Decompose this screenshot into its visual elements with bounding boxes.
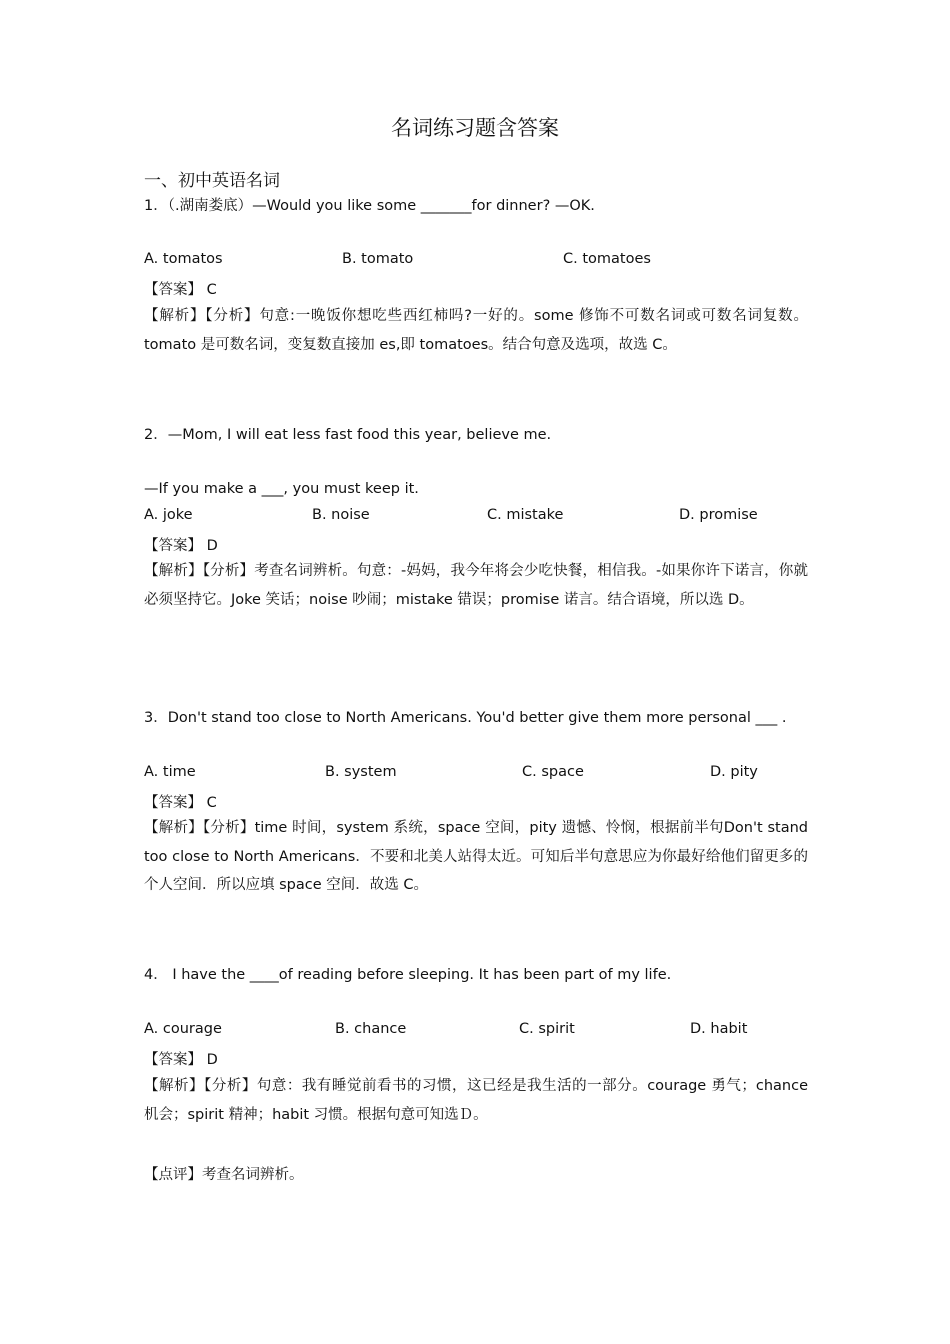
question-2-reply: —If you make a ___, you must keep it. [144,481,419,497]
question-1-answer: 【答案】 C [144,282,217,298]
question-2-option-c: C. mistake [487,507,564,523]
question-4-option-a: A. courage [144,1021,222,1037]
question-2-analysis: 【解析】【分析】考查名词辨析。句意：-妈妈，我今年将会少吃快餐，相信我。-如果你许下诺言，你就必须坚持它。Joke 笑话；noise 吵闹；mistake 错误；promise 诺言。结合语境，所以选 D。 [144,563,808,608]
question-4-analysis: 【解析】【分析】句意：我有睡觉前看书的习惯，这已经是我生活的一部分。courage 勇气；chance 机会；spirit 精神；habit 习惯。根据句意可知选Ｄ。 [144,1078,808,1123]
question-3-option-d: D. pity [710,764,758,780]
page-title: 名词练习题含答案 [391,116,559,140]
question-4-stem: 4． I have the ____of reading before sleeping. It has been part of my life. [144,967,672,983]
question-4-option-c: C. spirit [519,1021,575,1037]
question-1-option-c: C. tomatoes [563,251,651,267]
question-2-option-d: D. promise [679,507,758,523]
question-2-option-a: A. joke [144,507,193,523]
question-2-option-b: B. noise [312,507,370,523]
question-3-stem: 3．Don't stand too close to North Americans. You'd better give them more personal ___ . [144,710,787,726]
question-3-option-c: C. space [522,764,584,780]
question-3-option-b: B. system [325,764,397,780]
question-4-answer: 【答案】 D [144,1052,218,1068]
section-heading: 一、初中英语名词 [144,171,280,191]
question-3-analysis: 【解析】【分析】time 时间，system 系统，space 空间，pity 遗憾、怜悯，根据前半句Don't stand too close to North Americans．不要和北美人站得太近。可知后半句意思应为你最好给他们留更多的个人空间．所以应填 space 空间．故选 C。 [144,820,808,893]
question-1-option-b: B. tomato [342,251,414,267]
question-3-answer: 【答案】 C [144,795,217,811]
question-2-stem: 2．—Mom, I will eat less fast food this year, believe me. [144,427,552,443]
question-4-comment: 【点评】考查名词辨析。 [144,1167,304,1183]
question-4-option-b: B. chance [335,1021,407,1037]
question-4-option-d: D. habit [690,1021,748,1037]
question-1-stem: 1．（.湖南娄底）—Would you like some _______for dinner? —OK. [144,198,595,214]
question-2-answer: 【答案】 D [144,538,218,554]
question-1-analysis: 【解析】【分析】句意:一晚饭你想吃些西红柿吗?一好的。some 修饰不可数名词或可数名词复数。tomato 是可数名词，变复数直接加 es,即 tomatoes。结合句意及选项，故选 C。 [144,308,808,353]
question-1-option-a: A. tomatos [144,251,223,267]
question-3-option-a: A. time [144,764,196,780]
